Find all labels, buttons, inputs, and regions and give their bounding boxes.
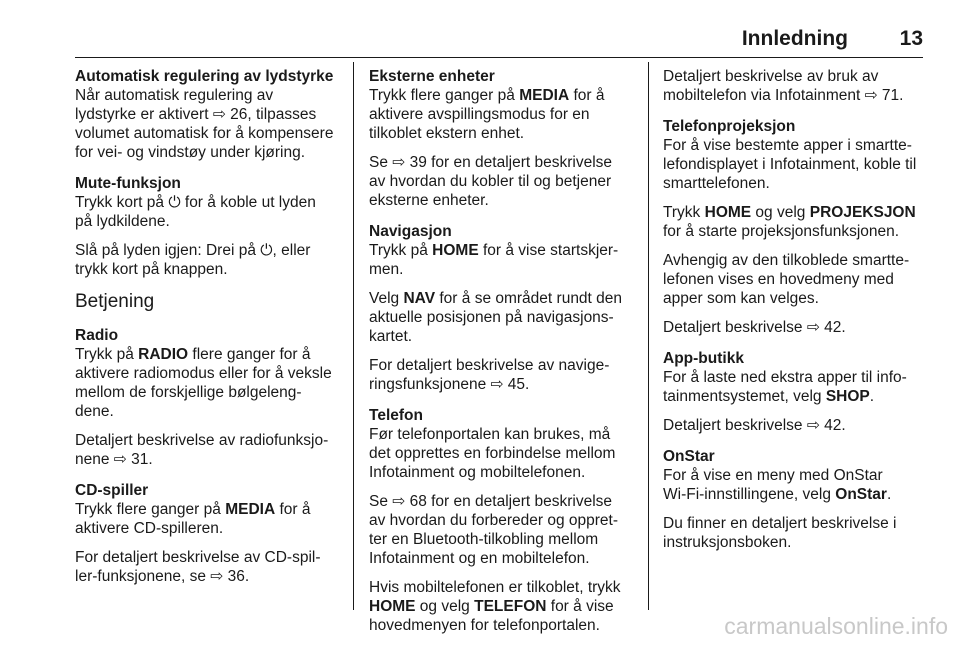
paragraph: Du finner en detaljert beskrivelse i instruksjonsboken.	[663, 515, 897, 551]
page-header	[0, 0, 960, 58]
paragraph: Trykk kort på ⏻ for å koble ut lyden på lydkildene.	[75, 194, 316, 230]
power-icon: ⏻	[260, 242, 273, 259]
phone-projection-section	[663, 117, 935, 337]
section-heading: Telefonprojeksjon	[663, 118, 796, 135]
ref-arrow-icon: ⇨	[392, 154, 406, 171]
radio-section	[75, 326, 347, 469]
header-rule	[75, 57, 923, 58]
paragraph: Detaljert beskrivelse av radiofunksjo- nene ⇨ 31.	[75, 432, 329, 468]
button-label-home: HOME	[369, 598, 416, 615]
ref-arrow-icon: ⇨	[212, 106, 226, 123]
button-label-nav: NAV	[403, 290, 436, 307]
button-label-media: MEDIA	[519, 87, 570, 104]
ref-arrow-icon: ⇨	[210, 568, 224, 585]
section-heading: Telefon	[369, 407, 423, 424]
ref-arrow-icon: ⇨	[392, 493, 406, 510]
paragraph: Trykk på RADIO flere ganger for å aktivere radiomodus eller for å veksle mellom de forskjellige bølgeleng- dene.	[75, 346, 332, 420]
paragraph: Slå på lyden igjen: Drei på ⏻, eller trykk kort på knappen.	[75, 242, 311, 278]
paragraph: Trykk HOME og velg PROJEKSJON for å starte projeksjonsfunksjonen.	[663, 204, 916, 240]
paragraph: Detaljert beskrivelse ⇨ 42.	[663, 417, 846, 434]
button-label-home: HOME	[704, 204, 752, 221]
button-label-onstar: OnStar	[835, 486, 887, 503]
column-divider	[353, 62, 354, 610]
cd-section	[75, 481, 347, 586]
chapter-title: Betjening	[75, 291, 155, 312]
power-icon: ⏻	[168, 194, 181, 211]
button-label-media: MEDIA	[225, 501, 276, 518]
column-3	[663, 67, 935, 564]
paragraph: For å vise en meny med OnStar Wi-Fi-innstillingene, velg OnStar.	[663, 467, 892, 503]
paragraph: For detaljert beskrivelse av navige- ringsfunksjonene ⇨ 45.	[369, 357, 610, 393]
ref-arrow-icon: ⇨	[806, 319, 820, 336]
section-heading: CD-spiller	[75, 482, 149, 499]
section-heading: Navigasjon	[369, 223, 452, 240]
button-label-projeksjon: PROJEKSJON	[809, 204, 916, 221]
section-heading: Radio	[75, 327, 119, 344]
button-label-radio: RADIO	[138, 346, 189, 363]
paragraph: Når automatisk regulering av lydstyrke er aktivert ⇨ 26, tilpasses volumet automatisk for å kompensere for vei- og vindstøy under kjøring.	[75, 87, 334, 161]
paragraph: Se ⇨ 39 for en detaljert beskrivelse av hvordan du kobler til og betjener eksterne enheter.	[369, 154, 613, 209]
mute-section	[75, 174, 347, 279]
section-heading: Automatisk regulering av lydstyrke	[75, 68, 334, 85]
paragraph: Trykk på HOME for å vise startskjer- men.	[369, 242, 619, 278]
paragraph: For å laste ned ekstra apper til info- tainmentsystemet, velg SHOP.	[663, 369, 907, 405]
paragraph: For å vise bestemte apper i smartte- lefondisplayet i Infotainment, koble til smarttelefonen.	[663, 137, 917, 192]
section-heading: App-butikk	[663, 350, 744, 367]
external-devices-section	[369, 67, 637, 210]
paragraph: Detaljert beskrivelse ⇨ 42.	[663, 319, 846, 336]
button-label-telefon: TELEFON	[474, 598, 547, 615]
column-2	[369, 67, 637, 647]
ref-arrow-icon: ⇨	[113, 451, 127, 468]
paragraph: Se ⇨ 68 for en detaljert beskrivelse av hvordan du forbereder og oppret- ter en Bluetooth-tilkobling mellom Infotainment og en mobiltelefon.	[369, 493, 619, 567]
paragraph: Hvis mobiltelefonen er tilkoblet, trykk HOME og velg TELEFON for å vise hovedmenyen for telefonportalen.	[369, 579, 621, 634]
phone-section	[369, 406, 637, 635]
section-heading: Mute-funksjon	[75, 175, 181, 192]
column-1	[75, 67, 347, 598]
paragraph: Detaljert beskrivelse av bruk av mobiltelefon via Infotainment ⇨ 71.	[663, 68, 904, 104]
onstar-section	[663, 447, 935, 552]
paragraph: Før telefonportalen kan brukes, må det opprettes en forbindelse mellom Infotainment og mobiltelefonen.	[369, 426, 616, 481]
navigation-section	[369, 222, 637, 394]
paragraph: Avhengig av den tilkoblede smartte- lefonen vises en hovedmeny med apper som kan velges.	[663, 252, 910, 307]
paragraph: Trykk flere ganger på MEDIA for å aktivere avspillingsmodus for en tilkoblet ekstern enhet.	[369, 87, 605, 142]
button-label-shop: SHOP	[825, 388, 870, 405]
section-heading: OnStar	[663, 448, 715, 465]
auto-volume-section	[75, 67, 347, 162]
watermark: carmanualsonline.info	[724, 613, 948, 639]
page-title: Innledning	[741, 27, 848, 50]
column-divider	[648, 62, 649, 610]
page-number: 13	[899, 27, 923, 50]
app-store-section	[663, 349, 935, 435]
paragraph: For detaljert beskrivelse av CD-spil- ler-funksjonene, se ⇨ 36.	[75, 549, 321, 585]
paragraph: Trykk flere ganger på MEDIA for å aktivere CD-spilleren.	[75, 501, 311, 537]
ref-arrow-icon: ⇨	[490, 376, 504, 393]
ref-arrow-icon: ⇨	[806, 417, 820, 434]
ref-arrow-icon: ⇨	[864, 87, 878, 104]
section-heading: Eksterne enheter	[369, 68, 495, 85]
intro-paragraph	[663, 67, 935, 105]
button-label-home: HOME	[432, 242, 479, 259]
paragraph: Velg NAV for å se området rundt den aktuelle posisjonen på navigasjons- kartet.	[369, 290, 623, 345]
